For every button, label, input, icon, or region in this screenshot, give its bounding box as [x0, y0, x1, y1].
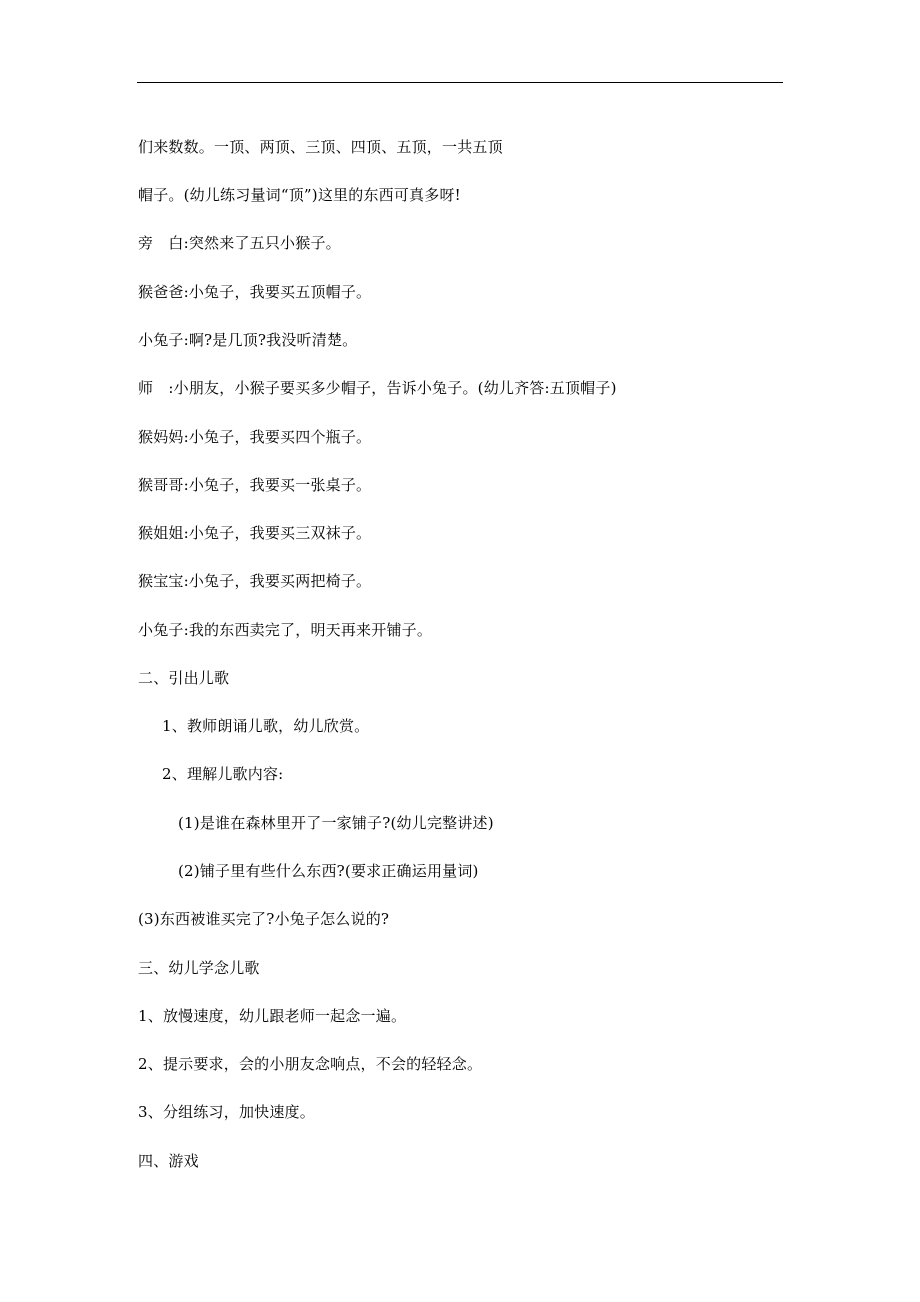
text-line: 猴哥哥:小兔子，我要买一张桌子。 [138, 476, 372, 494]
text-line: 小兔子:啊?是几顶?我没听清楚。 [138, 331, 358, 349]
section-heading: 二、引出儿歌 [138, 669, 230, 687]
text-line: 们来数数。一顶、两顶、三顶、四顶、五顶，一共五顶 [138, 138, 503, 156]
list-item: 1、放慢速度，幼儿跟老师一起念一遍。 [138, 1007, 407, 1025]
list-item: 2、理解儿歌内容: [162, 765, 284, 783]
list-item: 2、提示要求，会的小朋友念响点，不会的轻轻念。 [138, 1055, 483, 1073]
text-line: 帽子。(幼儿练习量词“顶”)这里的东西可真多呀! [138, 186, 461, 204]
section-heading: 三、幼儿学念儿歌 [138, 959, 260, 977]
text-line: 猴爸爸:小兔子，我要买五顶帽子。 [138, 283, 372, 301]
text-line: 小兔子:我的东西卖完了，明天再来开铺子。 [138, 621, 433, 639]
list-item: 1、教师朗诵儿歌，幼儿欣赏。 [162, 717, 370, 735]
sub-list-item: (2)铺子里有些什么东西?(要求正确运用量词) [178, 862, 479, 880]
text-line: 旁 白:突然来了五只小猴子。 [138, 234, 341, 252]
text-line: 猴姐姐:小兔子，我要买三双袜子。 [138, 524, 372, 542]
list-item: 3、分组练习，加快速度。 [138, 1103, 315, 1121]
sub-list-item: (1)是谁在森林里开了一家铺子?(幼儿完整讲述) [178, 814, 494, 832]
sub-list-item: (3)东西被谁买完了?小兔子怎么说的? [138, 910, 390, 928]
text-line: 猴宝宝:小兔子，我要买两把椅子。 [138, 572, 372, 590]
text-line: 猴妈妈:小兔子，我要买四个瓶子。 [138, 428, 372, 446]
text-line: 师 :小朋友，小猴子要买多少帽子，告诉小兔子。(幼儿齐答:五顶帽子) [138, 379, 617, 397]
section-heading: 四、游戏 [138, 1152, 199, 1170]
header-rule [137, 82, 783, 83]
